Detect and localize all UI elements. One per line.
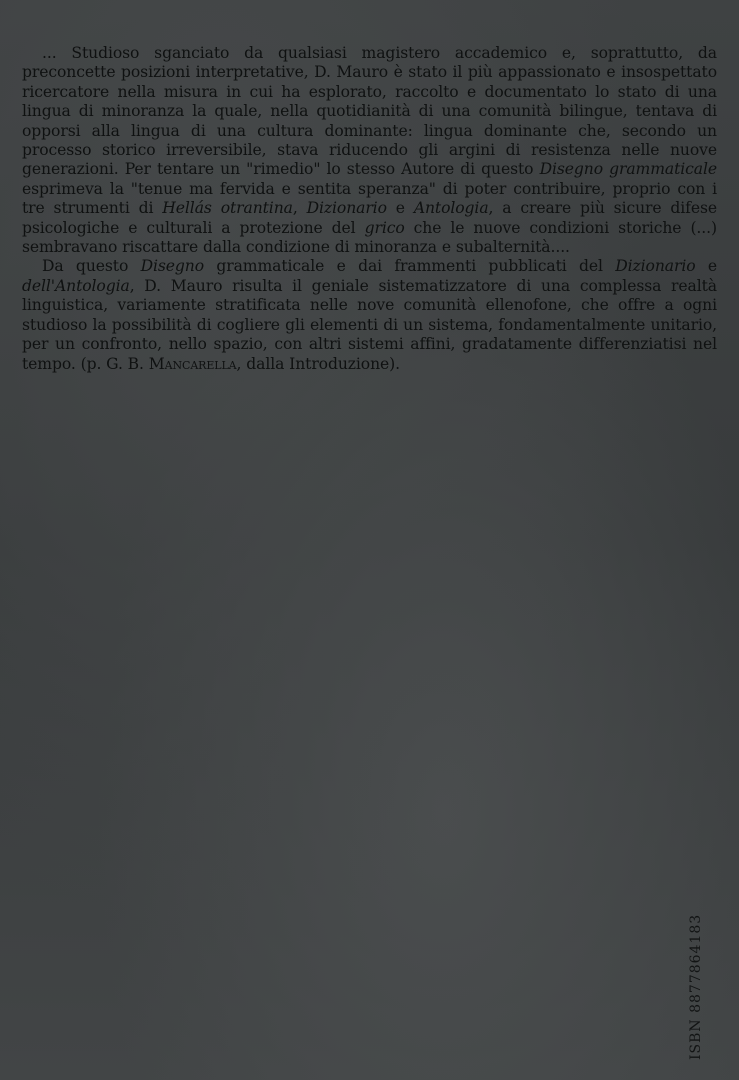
text-run: grammaticale e dai frammenti pubblicati del xyxy=(204,257,616,276)
italic-title: Dizionario xyxy=(615,257,696,276)
text-run: , a creare più sicure difese psicologiche e culturali a protezione del xyxy=(22,199,718,237)
italic-title: Antologia xyxy=(413,199,489,218)
text-run: , xyxy=(292,199,307,218)
text-run: , D. Mauro risulta il geniale sistematizzatore di una complessa realtà linguistica, variamente stratificata nelle nove comunità ellenofone, che offre a ogni studioso la possibilità di cogliere gli elementi di un sistema, fondamentalmente unitario, per un confronto, nello spazio, con altri sistemi affini, gradatamente differenziatisi nel tempo. (p. G. B. xyxy=(22,276,717,373)
text-run: Da questo xyxy=(42,257,141,276)
blurb-paragraph-2 xyxy=(22,257,717,373)
text-run: che le nuove condizioni storiche (...) sembravano riscattare dalla condizione di minoranza e subalternità.... xyxy=(22,218,717,257)
italic-term: grico xyxy=(364,218,405,237)
text-run: e xyxy=(386,199,414,218)
italic-title: dell'Antologia xyxy=(22,276,130,295)
isbn-label: ISBN 8877864183 xyxy=(688,913,704,1060)
text-run: esprimeva la "tenue ma fervida e sentita speranza" di poter contribuire, proprio con i tre strumenti di xyxy=(22,179,717,218)
author-name: Mancarella xyxy=(148,354,237,373)
italic-title: Disegno xyxy=(140,257,205,276)
text-run: e xyxy=(695,257,717,276)
text-run: ... Studioso sganciato da qualsiasi magistero accademico e, soprattutto, da preconcette posizioni interpretative, D. Mauro è stato il più appassionato e insospettato ricercatore nella misura in cui ha esplorato, raccolto e documentato lo stato di una lingua di minoranza la quale, nella quotidianità di una comunità bilingue, tentava di opporsi alla lingua di una cultura dominante: lingua dominante che, secondo un processo storico irreversibile, stava riducendo gli argini di resistenza nelle nuove generazioni. Per tentare un "rimedio" lo stesso Autore di questo xyxy=(22,44,717,179)
italic-title: Hellás otrantina xyxy=(162,199,293,218)
italic-title: Dizionario xyxy=(306,199,387,218)
text-run: , dalla Introduzione). xyxy=(236,354,400,373)
cover-blurb xyxy=(22,44,717,374)
italic-title: Disegno grammaticale xyxy=(539,160,717,179)
blurb-paragraph-1 xyxy=(22,44,717,257)
